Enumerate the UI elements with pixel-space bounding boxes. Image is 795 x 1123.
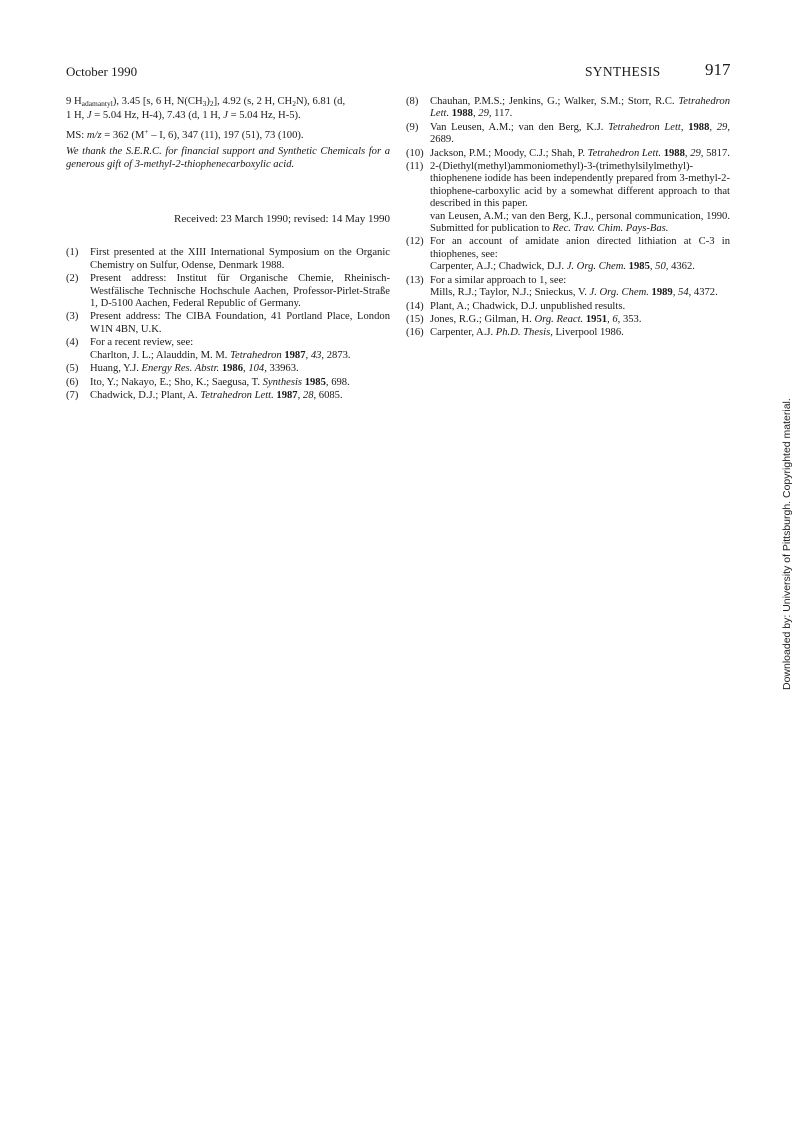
- reference-list-right: [406, 96, 730, 340]
- nmr-data: 9 $H_{adamantyl}$), 3.45 [s, 6 H, $N(CH_3)_2$], 4.92 (s, 2 H, $CH_2N$), 6.81 (d, 1 H, J = 5.04 Hz, H-4), 7.43 (d, 1 H, J = 5.04 Hz, H-5).: [66, 96, 346, 122]
- header-date: October 1990: [66, 64, 138, 79]
- reference-item: (3) Present address: The CIBA Foundation, 41 Portland Place, London W1N 4BN, U.K.: [66, 311, 390, 335]
- left-column: [66, 96, 390, 403]
- reference-item: (8) Chauhan, P.M.S.; Jenkins, G.; Walker, S.M.; Storr, R.C. Tetrahedron Lett. 1988, 29, 117.: [406, 96, 730, 120]
- ms-data: MS: m/z = 362 (M+ – I, 6), 347 (11), 197 (51), 73 (100).: [66, 126, 304, 141]
- reference-item: (6) Ito, Y.; Nakayo, E.; Sho, K.; Saegusa, T. Synthesis 1985, 698.: [66, 376, 350, 388]
- reference-item: (13) For a similar approach to 1, see: Mills, R.J.; Taylor, N.J.; Snieckus, V. J. Org. Chem. 1989, 54, 4372.: [406, 274, 718, 299]
- received-dates: Received: 23 March 1990; revised: 14 May 1990: [174, 213, 390, 226]
- reference-item: (14) Plant, A.; Chadwick, D.J. unpublished results.: [406, 300, 626, 312]
- reference-item: (11) 2-(Diethyl(methyl)ammoniomethyl)-3-(trimethylsilylmethyl)-thiophenene iodide has been independently prepared from 3-methyl-2-thiophene-carboxylic acid by a somewhat different approach to that described in this paper. van Leusen, A.M.; van den Berg, K.J., personal communication, 1990. Submitted for publication to Rec. Trav. Chim. Pays-Bas.: [406, 161, 730, 235]
- reference-item: (16) Carpenter, A.J. Ph.D. Thesis, Liverpool 1986.: [406, 327, 624, 339]
- reference-item: (10) Jackson, P.M.; Moody, C.J.; Shah, P. Tetrahedron Lett. 1988, 29, 5817.: [406, 147, 730, 159]
- reference-item: (12) For an account of amidate anion directed lithiation at C-3 in thiophenes, see: Carpenter, A.J.; Chadwick, D.J. J. Org. Chem. 1985, 50, 4362.: [406, 236, 730, 273]
- reference-list-left: [66, 247, 390, 402]
- reference-item: (15) Jones, R.G.; Gilman, H. Org. React. 1951, 6, 353.: [406, 313, 642, 325]
- reference-item: (7) Chadwick, D.J.; Plant, A. Tetrahedron Lett. 1987, 28, 6085.: [66, 389, 343, 401]
- download-watermark: Downloaded by: University of Pittsburgh. Copyrighted material.: [781, 398, 793, 690]
- header-journal: SYNTHESIS: [585, 64, 661, 79]
- acknowledgement: We thank the S.E.R.C. for financial support and Synthetic Chemicals for a generous gift of 3-methyl-2-thiophenecarboxylic acid.: [66, 146, 390, 170]
- reference-item: (9) Van Leusen, A.M.; van den Berg, K.J. Tetrahedron Lett, 1988, 29, 2689.: [406, 121, 730, 146]
- reference-item: (2) Present address: Institut für Organische Chemie, Rheinisch-Westfälische Technische Hochschule Aachen, Professor-Pirlet-Straße 1, D-5100 Aachen, Federal Republic of Germany.: [66, 273, 390, 310]
- reference-item: (5) Huang, Y.J. Energy Res. Abstr. 1986, 104, 33963.: [66, 363, 299, 375]
- right-column: [406, 96, 730, 341]
- reference-item: (1) First presented at the XIII International Symposium on the Organic Chemistry on Sulfur, Odense, Denmark 1988.: [66, 247, 390, 271]
- header-page-number: 917: [705, 60, 731, 79]
- reference-item: (4) For a recent review, see: Charlton, J. L.; Alauddin, M. M. Tetrahedron 1987, 43, 2873.: [66, 337, 351, 361]
